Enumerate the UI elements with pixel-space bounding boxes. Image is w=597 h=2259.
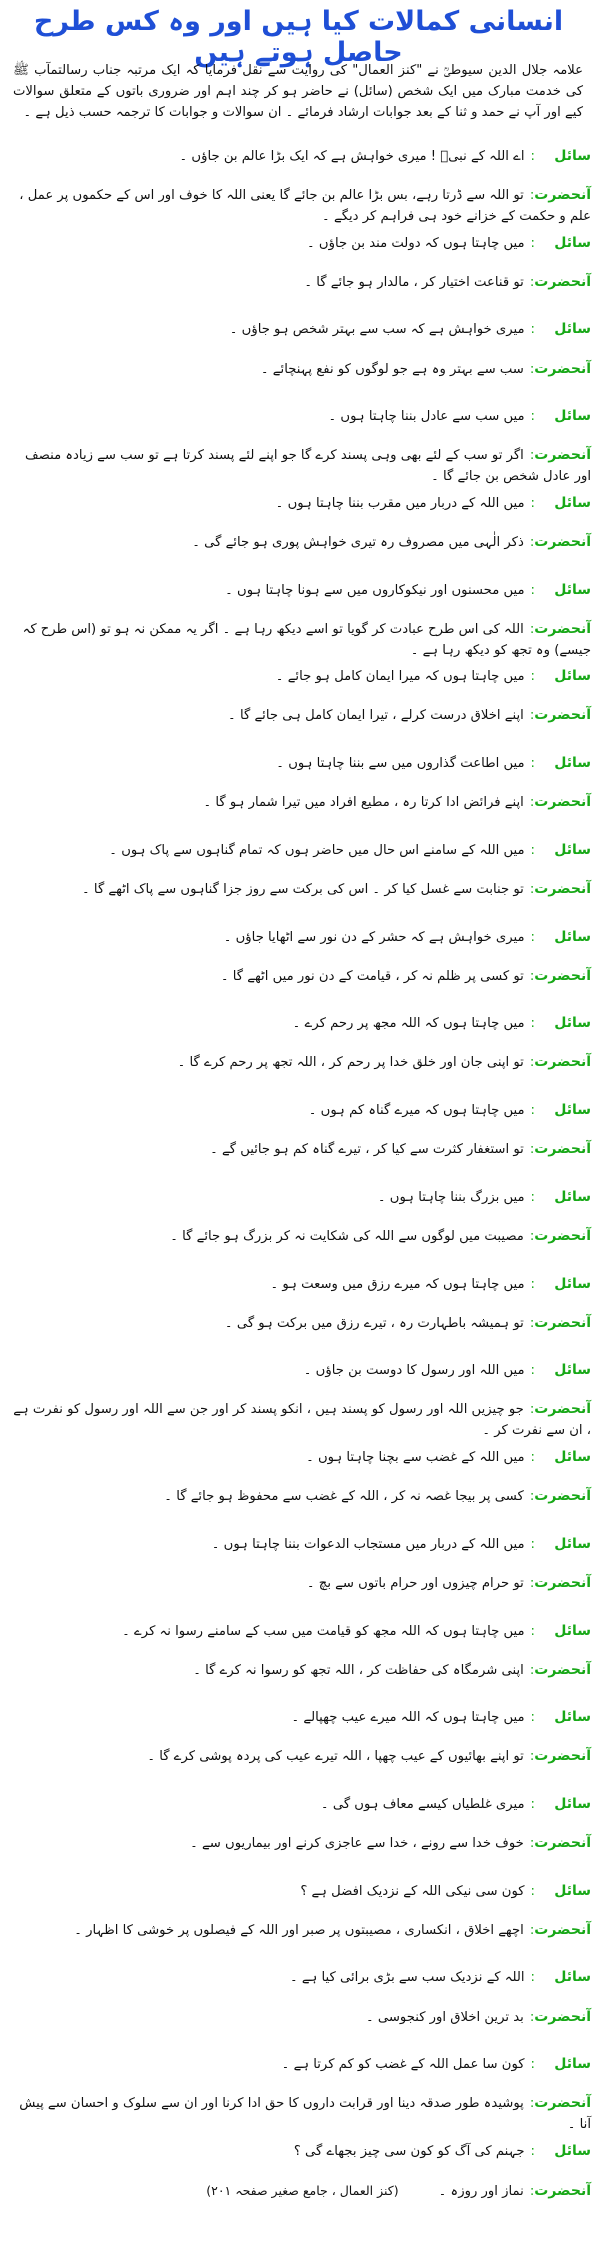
questioner-label: سائل [554,1536,591,1552]
questioner-label: سائل [554,1449,591,1465]
questioner-label: سائل [554,1796,591,1812]
colon-separator: : [530,1884,535,1899]
answer-row [6,879,591,900]
question-row [6,406,591,427]
prophet-label: آنحضرت [534,881,591,897]
question-row [6,319,591,340]
colon-separator: : [529,622,535,637]
answer-text: سب سے بہتر وہ ہے جو لوگوں کو نفع پہنچائے ۔ [260,362,524,377]
prophet-label: آنحضرت [534,707,591,723]
question-text: میں چاہتا ہوں کہ میرے گناہ کم ہوں ۔ [308,1103,525,1118]
question-text: میری خواہش ہے کہ سب سے بہتر شخص ہو جاؤں ۔ [229,322,525,337]
colon-separator: : [529,1229,535,1244]
question-row [6,927,591,948]
colon-separator: : [530,669,535,684]
questioner-label: سائل [554,495,591,511]
colon-separator: : [529,708,535,723]
colon-separator: : [530,2144,535,2159]
prophet-label: آنحضرت [534,1835,591,1851]
colon-separator: : [530,409,535,424]
colon-separator: : [530,2057,535,2072]
colon-separator: : [529,2184,535,2199]
answer-text: بد ترین اخلاق اور کنجوسی ۔ [365,2010,524,2025]
colon-separator: : [529,188,535,203]
colon-separator: : [530,1103,535,1118]
colon-separator: : [529,1489,535,1504]
question-text: میں اللہ کے غضب سے بچنا چاہتا ہوں ۔ [306,1450,525,1465]
question-row [6,233,591,254]
question-row [6,840,591,861]
colon-separator: : [529,535,535,550]
colon-separator: : [529,362,535,377]
question-row [6,2054,591,2075]
questioner-label: سائل [554,2143,591,2159]
colon-separator: : [530,583,535,598]
questioner-label: سائل [554,929,591,945]
question-row [6,1274,591,1295]
colon-separator: : [530,1363,535,1378]
answer-row [6,1833,591,1854]
question-row [6,1707,591,1728]
questioner-label: سائل [554,755,591,771]
questioner-label: سائل [554,408,591,424]
question-text: کون سی نیکی اللہ کے نزدیک افضل ہے ؟ [300,1884,525,1899]
question-text: میں بزرگ بننا چاہتا ہوں ۔ [377,1190,525,1205]
prophet-label: آنحضرت [534,2009,591,2025]
answer-text: اپنے اخلاق درست کرلے ، تیرا ایمان کامل ہی جائے گا ۔ [228,708,524,723]
answer-text: تو حرام چیزوں اور حرام باتوں سے بچ ۔ [306,1576,524,1591]
questioner-label: سائل [554,1189,591,1205]
question-text: میں سب سے عادل بننا چاہتا ہوں ۔ [328,409,525,424]
answer-row [6,272,591,293]
colon-separator: : [530,1624,535,1639]
colon-separator: : [530,1190,535,1205]
prophet-label: آنحضرت [534,1141,591,1157]
colon-separator: : [529,1836,535,1851]
answer-row [6,1920,591,1941]
answer-row [6,1486,591,1507]
answer-text: ذکر الٰہی میں مصروف رہ تیری خواہش پوری ہو جائے گی ۔ [192,535,524,550]
question-row [6,1967,591,1988]
question-row [6,1534,591,1555]
answer-row [6,792,591,813]
answer-text: کسی پر بیجا غصہ نہ کر ، اللہ کے غضب سے محفوظ ہو جائے گا ۔ [164,1489,524,1504]
answer-row [6,532,591,553]
question-text: میں چاہتا ہوں کہ دولت مند بن جاؤں ۔ [306,236,525,251]
question-row [6,1187,591,1208]
answer-row [6,2180,591,2202]
questioner-label: سائل [554,1969,591,1985]
questioner-label: سائل [554,2056,591,2072]
answer-text: جو چیزیں اللہ اور رسول کو پسند ہیں ، انکو پسند کر اور جن سے اللہ اور رسول کو نفرت ہے ، ان سے نفرت کر ۔ [13,1402,591,1438]
question-row [6,753,591,774]
question-row [6,1100,591,1121]
colon-separator: : [530,1797,535,1812]
colon-separator: : [529,795,535,810]
question-row [6,1447,591,1468]
answer-text: اگر تو سب کے لئے بھی وہی پسند کرے گا جو اپنے لئے پسند کرتا ہے تو سب سے زیادہ منصف اور عادل شخص بن جائے گا ۔ [25,448,591,484]
colon-separator: : [529,882,535,897]
question-row [6,1794,591,1815]
colon-separator: : [530,756,535,771]
answer-text: نماز اور روزہ ۔ [438,2184,524,2199]
colon-separator: : [530,843,535,858]
colon-separator: : [529,2096,535,2111]
answer-text: تو اللہ سے ڈرتا رہے، بس بڑا عالم بن جائے گا یعنی اللہ کا خوف اور اس کے حکموں پر عمل ، علم و حکمت کے خزانے خود ہی فراہم کر دیگے ۔ [19,188,591,224]
question-text: اے اللہ کے نبیؐ ! میری خواہش ہے کہ ایک بڑا عالم بن جاؤں ۔ [179,149,525,164]
question-text: میں چاہتا ہوں کہ میرا ایمان کامل ہو جائے ۔ [275,669,525,684]
colon-separator: : [530,930,535,945]
questioner-label: سائل [554,148,591,164]
question-text: جہنم کی آگ کو کون سی چیز بجھاے گی ؟ [293,2144,525,2159]
questioner-label: سائل [554,582,591,598]
colon-separator: : [529,1055,535,1070]
question-row [6,146,591,167]
question-row [6,1881,591,1902]
prophet-label: آنحضرت [534,1401,591,1417]
prophet-label: آنحضرت [534,968,591,984]
colon-separator: : [529,1402,535,1417]
prophet-label: آنحضرت [534,447,591,463]
colon-separator: : [529,1576,535,1591]
question-row [6,1621,591,1642]
prophet-label: آنحضرت [534,534,591,550]
answer-row [6,1139,591,1160]
prophet-label: آنحضرت [534,274,591,290]
question-row [6,2141,591,2162]
answer-row [6,2093,591,2135]
colon-separator: : [530,1450,535,1465]
answer-row [6,2007,591,2028]
prophet-label: آنحضرت [534,1054,591,1070]
answer-text: تو کسی پر ظلم نہ کر ، قیامت کے دن نور میں اٹھے گا ۔ [220,969,524,984]
page-title: انسانی کمالات کیا ہیں اور وہ کس طرح حاصل ہوتے ہیں [33,6,564,68]
prophet-label: آنحضرت [534,621,591,637]
question-text: میں چاہتا ہوں کہ میرے رزق میں وسعت ہو ۔ [270,1277,525,1292]
colon-separator: : [529,275,535,290]
questioner-label: سائل [554,1015,591,1031]
colon-separator: : [529,969,535,984]
question-text: اللہ کے نزدیک سب سے بڑی برائی کیا ہے ۔ [289,1970,525,1985]
question-row [6,1013,591,1034]
answer-row [6,1052,591,1073]
question-text: میں محسنوں اور نیکوکاروں میں سے ہونا چاہتا ہوں ۔ [225,583,525,598]
colon-separator: : [530,1537,535,1552]
prophet-label: آنحضرت [534,361,591,377]
question-text: میں چاہتا ہوں کہ اللہ مجھ پر رحم کرے ۔ [292,1016,525,1031]
colon-separator: : [529,1142,535,1157]
answer-text: تو اپنے بھائیوں کے عیب چھپا ، اللہ تیرے عیب کی پردہ پوشی کرے گا ۔ [147,1749,524,1764]
question-text: میں اطاعت گذاروں میں سے بننا چاہتا ہوں ۔ [276,756,525,771]
answer-text: تو قناعت اختیار کر ، مالدار ہو جائے گا ۔ [304,275,524,290]
colon-separator: : [529,2010,535,2025]
question-row [6,1360,591,1381]
prophet-label: آنحضرت [534,1228,591,1244]
colon-separator: : [530,1710,535,1725]
question-row [6,493,591,514]
answer-text: اپنی شرمگاہ کی حفاظت کر ، اللہ تجھ کو رسوا نہ کرے گا ۔ [193,1663,524,1678]
prophet-label: آنحضرت [534,794,591,810]
question-text: میری خواہش ہے کہ حشر کے دن نور سے اٹھایا جاؤں ۔ [223,930,525,945]
question-text: میں چاہتا ہوں کہ اللہ مجھ کو قیامت میں سب کے سامنے رسوا نہ کرے ۔ [122,1624,525,1639]
answer-row [6,705,591,726]
prophet-label: آنحضرت [534,1575,591,1591]
answer-row [6,1660,591,1681]
answer-text: اپنے فرائض ادا کرتا رہ ، مطیع افراد میں تیرا شمار ہو گا ۔ [203,795,524,810]
answer-row [6,1399,591,1441]
colon-separator: : [530,322,535,337]
question-text: میں اللہ کے دربار میں مستجاب الدعوات بننا چاہتا ہوں ۔ [211,1537,525,1552]
colon-separator: : [529,1923,535,1938]
question-row [6,666,591,687]
answer-row [6,1226,591,1247]
questioner-label: سائل [554,235,591,251]
questioner-label: سائل [554,321,591,337]
questioner-label: سائل [554,1709,591,1725]
prophet-label: آنحضرت [534,1922,591,1938]
question-row [6,580,591,601]
answer-row [6,966,591,987]
answer-row [6,445,591,487]
question-text: میں اللہ کے سامنے اس حال میں حاضر ہوں کہ تمام گناہوں سے پاک ہوں ۔ [109,843,525,858]
question-text: میں اللہ اور رسول کا دوست بن جاؤں ۔ [303,1363,525,1378]
answer-row [6,359,591,380]
question-text: میں اللہ کے دربار میں مقرب بننا چاہتا ہوں ۔ [275,496,525,511]
answer-row [6,1746,591,1767]
prophet-label: آنحضرت [534,1748,591,1764]
answer-text: تو اپنی جان اور خلق خدا پر رحم کر ، اللہ تجھ پر رحم کرے گا ۔ [177,1055,524,1070]
questioner-label: سائل [554,1623,591,1639]
prophet-label: آنحضرت [534,1662,591,1678]
questioner-label: سائل [554,1362,591,1378]
answer-row [6,185,591,227]
answer-text: تو ہمیشہ باطہارت رہ ، تیرے رزق میں برکت ہو گی ۔ [224,1316,524,1331]
question-text: کون سا عمل اللہ کے غضب کو کم کرتا ہے ۔ [281,2057,525,2072]
colon-separator: : [529,1316,535,1331]
questioner-label: سائل [554,1102,591,1118]
colon-separator: : [530,1970,535,1985]
colon-separator: : [530,1016,535,1031]
questioner-label: سائل [554,1883,591,1899]
answer-row [6,619,591,661]
prophet-label: آنحضرت [534,187,591,203]
answer-row [6,1313,591,1334]
answer-text: پوشیدہ طور صدقہ دینا اور قرابت داروں کا حق ادا کرنا اور ان سے سلوک و احسان سے پیش آنا ۔ [19,2096,591,2132]
questioner-label: سائل [554,1276,591,1292]
answer-text: اللہ کی اس طرح عبادت کر گویا تو اسے دیکھ رہا ہے ۔ اگر یہ ممکن نہ ہو تو (اس طرح کہ جیسے) وہ تجھ کو دیکھ رہا ہے ۔ [22,622,591,658]
answer-text: تو جنابت سے غسل کیا کر ۔ اس کی برکت سے روز جزا گناہوں سے پاک اٹھے گا ۔ [82,882,524,897]
answer-row [6,1573,591,1594]
colon-separator: : [529,1749,535,1764]
prophet-label: آنحضرت [534,1488,591,1504]
questioner-label: سائل [554,842,591,858]
colon-separator: : [530,236,535,251]
source-citation: (کنز العمال ، جامع صغیر صفحہ ۲۰۱) [206,2183,399,2198]
question-text: میں چاہتا ہوں کہ اللہ میرے عیب چھپالے ۔ [291,1710,525,1725]
colon-separator: : [529,1663,535,1678]
colon-separator: : [530,1277,535,1292]
answer-text: خوف خدا سے رونے ، خدا سے عاجزی کرنے اور بیماریوں سے ۔ [190,1836,524,1851]
intro-paragraph: علامہ جلال الدین سیوطیؒ نے "کنز العمال" کی روایت سے نقل فرمایا کہ ایک مرتبہ جناب رسالتمآب ﷺ کی خدمت مبارک میں ایک شخص (سائل) نے حاضر ہو کر چند اہم اور ضروری باتوں کے متعلق سوالات کیے اور آپ نے حمد و ثنا کے بعد جوابات ارشاد فرمائے ۔ ان سوالات و جوابات کا ترجمہ حسب ذیل ہے ۔ [13,63,583,120]
questioner-label: سائل [554,668,591,684]
colon-separator: : [530,496,535,511]
question-text: میری غلطیاں کیسے معاف ہوں گی ۔ [320,1797,525,1812]
prophet-label: آنحضرت [534,2095,591,2111]
answer-text: اچھے اخلاق ، انکساری ، مصیبتوں پر صبر اور اللہ کے فیصلوں پر خوشی کا اظہار ۔ [74,1923,524,1938]
prophet-label: آنحضرت [534,1315,591,1331]
answer-text: مصیبت میں لوگوں سے اللہ کی شکایت نہ کر بزرگ ہو جائے گا ۔ [170,1229,524,1244]
colon-separator: : [530,149,535,164]
colon-separator: : [529,448,535,463]
prophet-label: آنحضرت [534,2183,591,2199]
answer-text: تو استغفار کثرت سے کیا کر ، تیرے گناہ کم ہو جائیں گے ۔ [210,1142,524,1157]
